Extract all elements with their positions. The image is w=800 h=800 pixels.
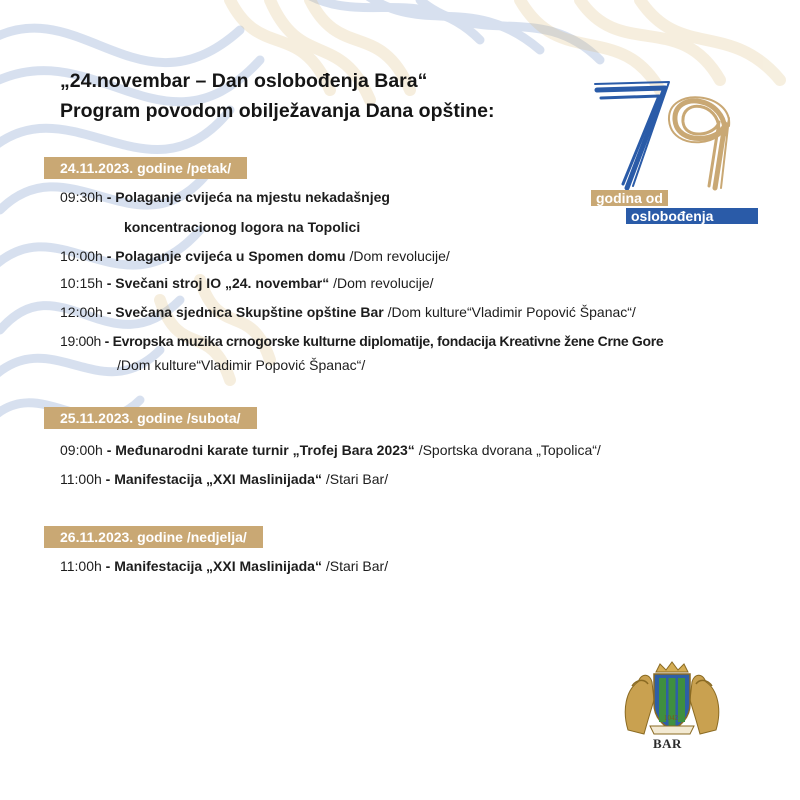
- event-name: - Evropska muzika crnogorske kulturne diplomatije, fondacija Kreativne žene Crne Gore: [104, 333, 664, 349]
- event-venue: /Dom revolucije/: [349, 248, 450, 264]
- event-item: [60, 303, 636, 321]
- event-name: - Polaganje cvijeća na mjestu nekadašnjeg: [106, 189, 390, 205]
- event-name: - Svečana sjednica Skupštine opštine Bar: [106, 304, 384, 320]
- event-time: 10:15h: [60, 275, 103, 291]
- event-time: 11:00h: [60, 471, 102, 487]
- day-header-2: 25.11.2023. godine /subota/: [44, 407, 257, 429]
- event-name: - Manifestacija „XXI Maslinijada“: [105, 558, 322, 574]
- event-time: 09:00h: [60, 442, 103, 458]
- title-line-1: „24.novembar – Dan oslobođenja Bara“: [60, 70, 428, 92]
- event-item: [60, 470, 388, 488]
- event-item: [60, 188, 390, 206]
- day-header-3: 26.11.2023. godine /nedjelja/: [44, 526, 263, 548]
- event-venue: /Dom revolucije/: [333, 275, 434, 291]
- event-item: [60, 247, 450, 265]
- page-title: [60, 66, 495, 126]
- event-name: - Manifestacija „XXI Maslinijada“: [105, 471, 322, 487]
- event-item-continuation: [124, 218, 360, 236]
- event-venue: /Dom kulture“Vladimir Popović Španac“/: [387, 304, 636, 320]
- event-time: 11:00h: [60, 558, 102, 574]
- event-name: - Svečani stroj IO „24. novembar“: [106, 275, 330, 291]
- event-name: - Polaganje cvijeća u Spomen domu: [106, 248, 346, 264]
- event-item-continuation: [117, 356, 365, 374]
- event-item: [60, 557, 388, 575]
- crest-year: 1042: [664, 714, 678, 722]
- event-item: [60, 441, 601, 459]
- event-venue: /Stari Bar/: [325, 558, 389, 574]
- bar-coat-of-arms-icon: [622, 660, 722, 746]
- logo-text-line-1: godina od: [591, 190, 668, 206]
- event-time: 12:00h: [60, 304, 103, 320]
- logo-text-line-2: oslobođenja: [626, 208, 758, 224]
- day-header-1: 24.11.2023. godine /petak/: [44, 157, 247, 179]
- crest-label: BAR: [653, 736, 682, 751]
- title-line-2: Program povodom obilježavanja Dana opštine:: [60, 100, 495, 122]
- event-name: - Međunarodni karate turnir „Trofej Bara 2023“: [106, 442, 415, 458]
- event-time: 19:00h: [60, 333, 102, 349]
- event-time: 09:30h: [60, 189, 103, 205]
- event-venue: /Sportska dvorana „Topolica“/: [418, 442, 601, 458]
- event-time: 10:00h: [60, 248, 103, 264]
- event-name-continuation: koncentracionog logora na Topolici: [124, 219, 361, 235]
- event-item: [60, 332, 663, 350]
- event-venue: /Dom kulture“Vladimir Popović Španac“/: [117, 357, 366, 373]
- event-item: [60, 274, 434, 292]
- event-venue: /Stari Bar/: [325, 471, 389, 487]
